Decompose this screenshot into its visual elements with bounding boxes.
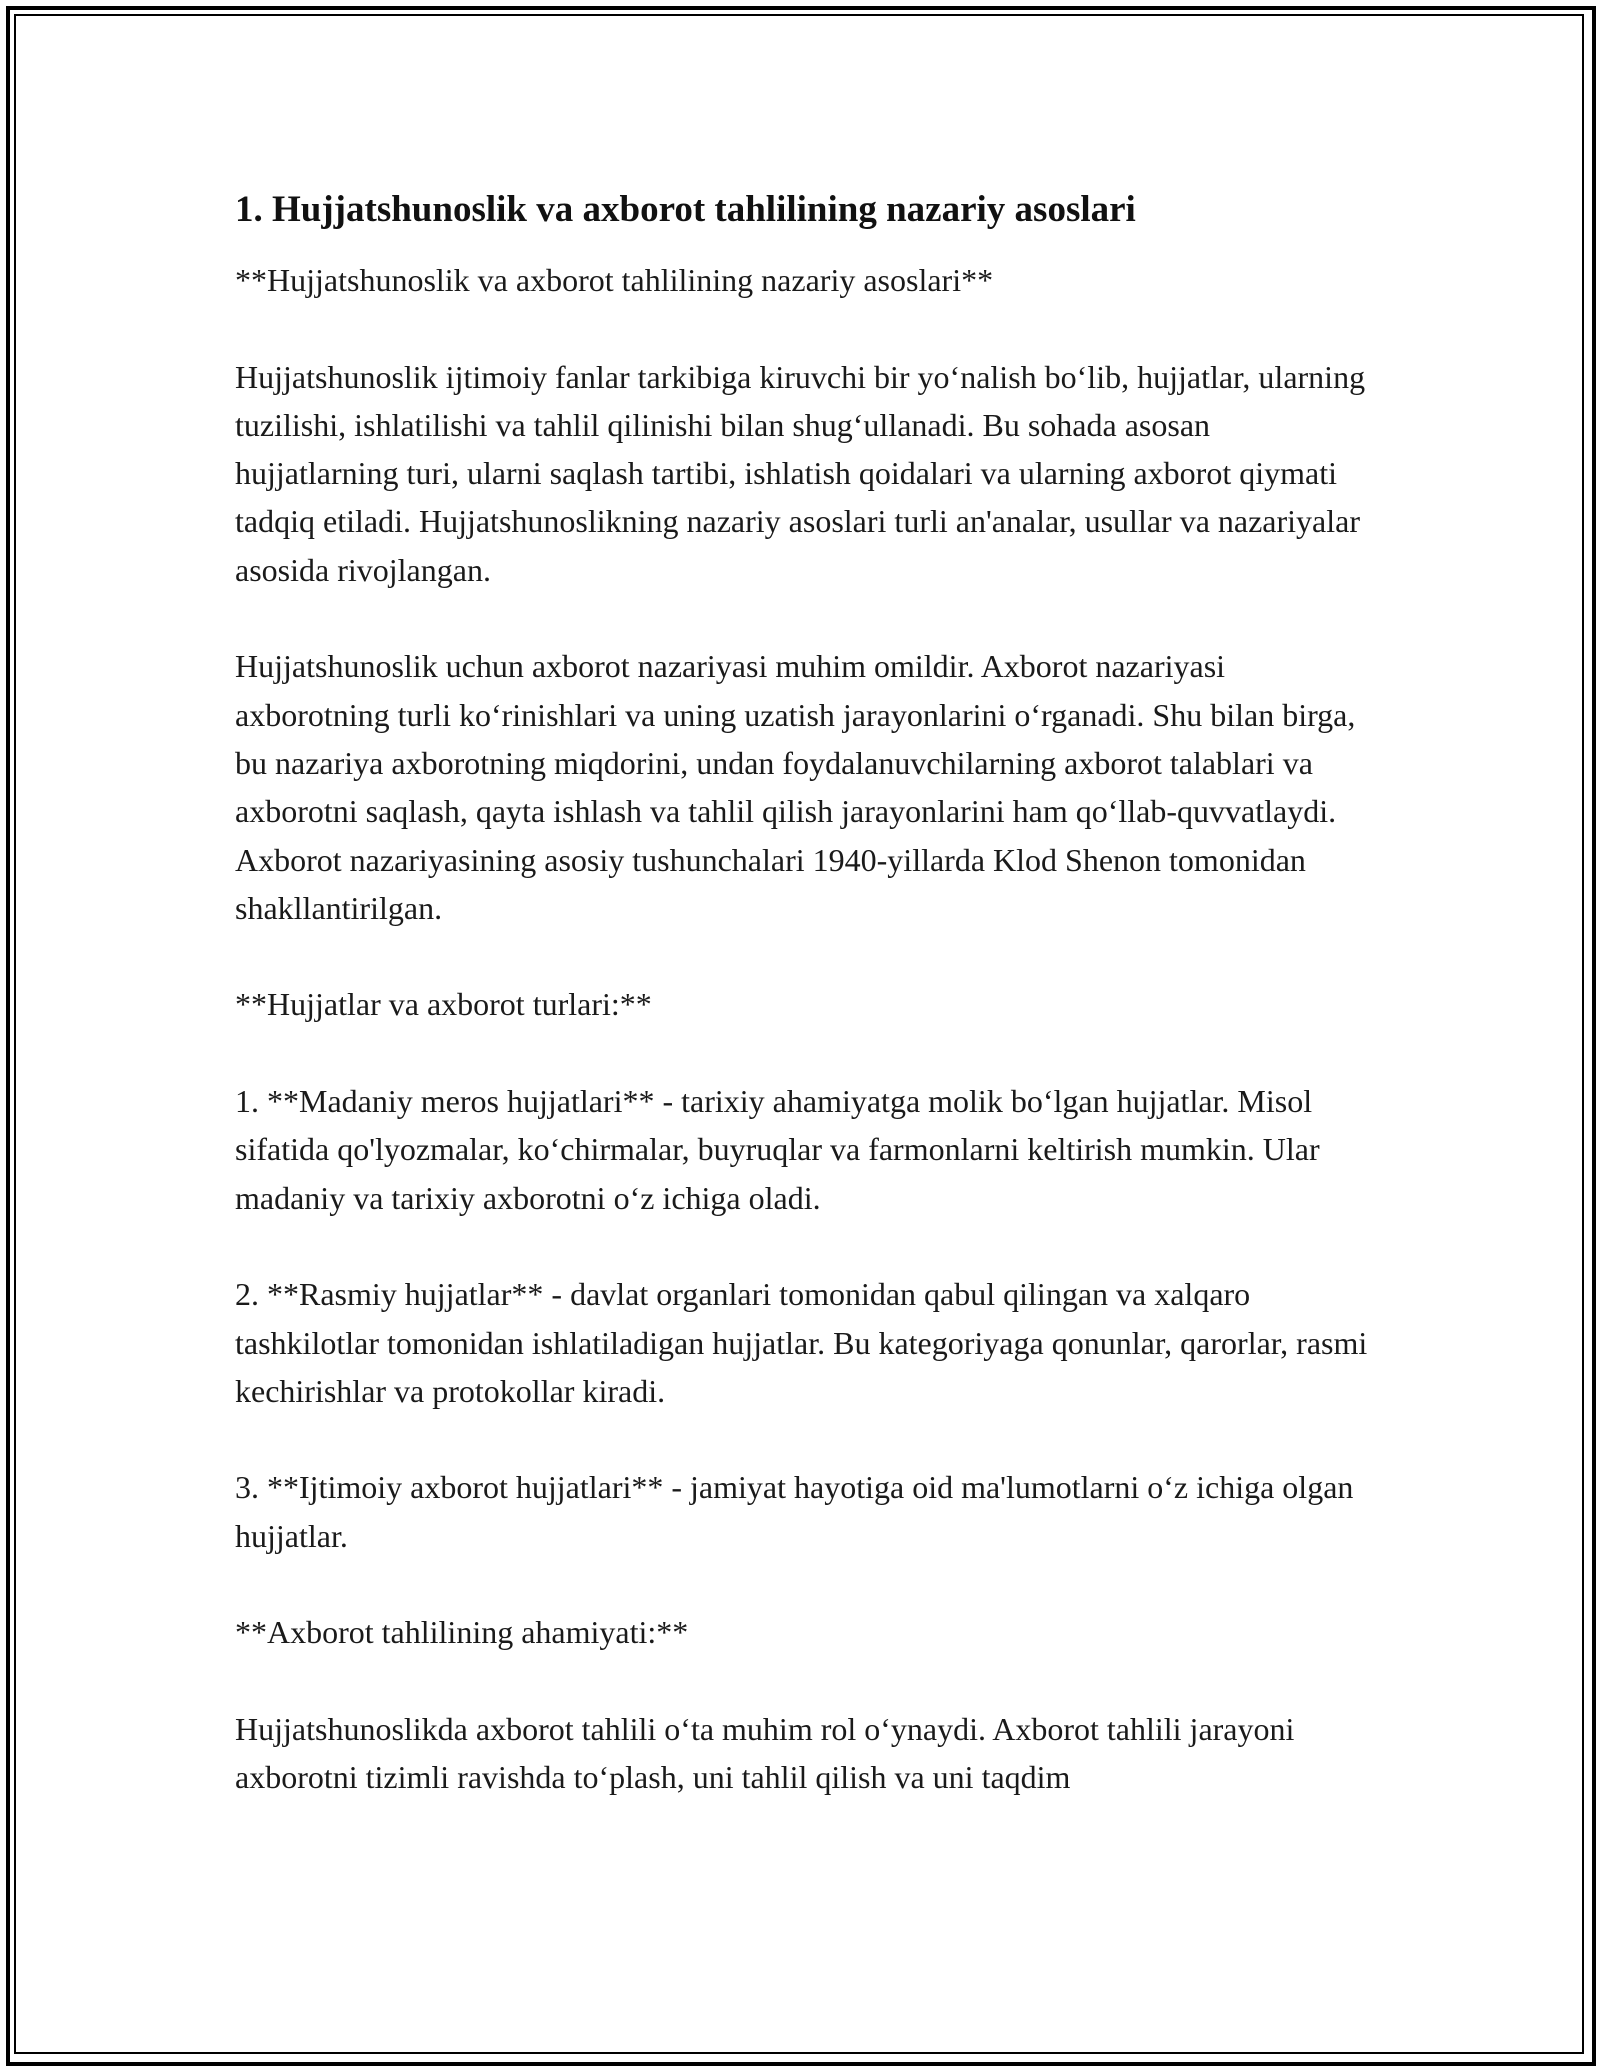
section-heading-document-types: **Hujjatlar va axborot turlari:** [235,986,652,1023]
paragraph-intro: Hujjatshunoslik ijtimoiy fanlar tarkibiga kiruvchi bir yo‘nalish bo‘lib, hujjatlar, ularning tuzilishi, ishlatilishi va tahlil qilinishi bilan shug‘ullanadi. Bu sohada asosan hujjatlarning turi, ularni saqlash tartibi, ishlatish qoidalari va ularning axborot qiymati tadqiq etiladi. Hujjatshunoslikning nazariy asoslari turli an'analar, usullar va nazariyalar asosida rivojlangan. [235,358,1366,588]
section-heading-analysis-importance: **Axborot tahlilining ahamiyati:** [235,1614,689,1651]
list-item-social-information: 3. **Ijtimoiy axborot hujjatlari** - jamiyat hayotiga oid ma'lumotlarni o‘z ichiga olgan hujjatlar. [235,1469,1354,1554]
paragraph-analysis-role: Hujjatshunoslikda axborot tahlili o‘ta muhim rol o‘ynaydi. Axborot tahlili jarayoni axborotni tizimli ravishda to‘plash, uni tahlil qilish va uni taqdim [235,1710,1295,1796]
list-item-cultural-heritage: 1. **Madaniy meros hujjatlari** - tarixiy ahamiyatga molik bo‘lgan hujjatlar. Misol sifatida qo'lyozmalar, ko‘chirmalar, buyruqlar va farmonlarni keltirish mumkin. Ular madaniy va tarixiy axborotni o‘z ichiga oladi. [235,1083,1320,1216]
list-item-official-documents: 2. **Rasmiy hujjatlar** - davlat organlari tomonidan qabul qilingan va xalqaro tashkilotlar tomonidan ishlatiladigan hujjatlar. Bu kategoriyaga qonunlar, qarorlar, rasmi kechirishlar va protokollar kiradi. [235,1276,1368,1409]
document-body [235,186,1375,1850]
paragraph-subtitle: **Hujjatshunoslik va axborot tahlilining nazariy asoslari** [235,262,994,298]
document-title: 1. Hujjatshunoslik va axborot tahlilining nazariy asoslari [235,189,1136,230]
paragraph-information-theory: Hujjatshunoslik uchun axborot nazariyasi muhim omildir. Axborot nazariyasi axborotning turli ko‘rinishlari va uning uzatish jarayonlarini o‘rganadi. Shu bilan birga, bu nazariya axborotning miqdorini, undan foydalanuvchilarning axborot talablari va axborotni saqlash, qayta ishlash va tahlil qilish jarayonlarini ham qo‘llab-quvvatlaydi. Axborot nazariyasining asosiy tushunchalari 1940-yillarda Klod Shenon tomonidan shakllantirilgan. [235,648,1356,926]
